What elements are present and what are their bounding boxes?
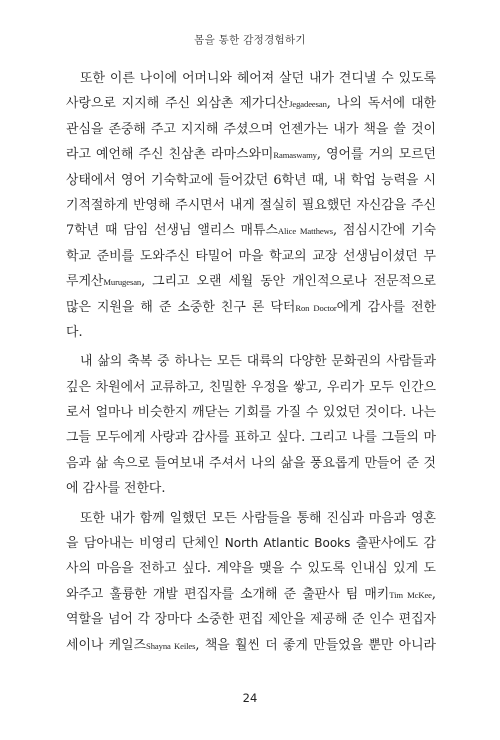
name-romanization: Tim McKee — [389, 589, 432, 600]
text-line: 그들 모두에게 사랑과 감사를 표하고 싶다. 그리고 나를 그들의 마 — [66, 430, 436, 446]
text-line: 상태에서 영어 기숙학교에 들어갔던 6학년 때, 내 학업 능력을 시 — [66, 172, 436, 188]
text-line: 로서 얼마나 비슷한지 깨닫는 기회를 가질 수 있었던 것이다. 나는 — [66, 405, 436, 421]
name-romanization: Alice Matthews — [277, 226, 333, 237]
paragraph-acknowledgement-friends — [66, 349, 436, 501]
publisher-name: North Atlantic Books — [224, 536, 351, 551]
name-romanization: Ramaswamy — [273, 150, 317, 161]
text-line: 내 삶의 축복 중 하나는 모든 대륙의 다양한 문화권의 사람들과 — [80, 354, 436, 370]
name-romanization: Shayna Keiles — [146, 640, 196, 651]
name-romanization: Ron Doctor — [295, 302, 337, 313]
text-line: 사의 마음을 전하고 싶다. 계약을 맺을 수 있도록 인내심 있게 도 — [66, 561, 436, 577]
text-line: 사랑으로 지지해 주신 외삼촌 제가디산Jegadeesan, 나의 독서에 대한 — [66, 96, 436, 112]
text-line: 또한 내가 함께 일했던 모든 사람들을 통해 진심과 마음과 영혼 — [80, 510, 436, 526]
paragraph-acknowledgement-publisher — [66, 506, 436, 658]
text-line: 역할을 넘어 각 장마다 소중한 편집 제안을 제공해 준 인수 편집자 — [66, 612, 436, 628]
name-romanization: Jegadeesan — [289, 99, 327, 110]
text-line: 다. — [66, 324, 83, 340]
text-line: 에 감사를 전한다. — [66, 481, 166, 497]
text-line: 관심을 존중해 주고 지지해 주셨으며 언젠가는 내가 책을 쓸 것이 — [66, 121, 436, 137]
name-romanization: Murugesan — [103, 277, 142, 288]
text-line: 라고 예언해 주신 친삼촌 라마스와미Ramaswamy, 영어를 거의 모르던 — [66, 147, 436, 163]
text-line: 기적절하게 반영해 주시면서 내게 절실히 필요했던 자신감을 주신 — [66, 197, 436, 213]
body-text — [66, 66, 436, 662]
text-line: 루게산Murugesan, 그리고 오랜 세월 동안 개인적으로나 전문적으로 — [66, 274, 436, 290]
text-line: 을 담아내는 비영리 단체인 North Atlantic Books 출판사에도 감 — [66, 536, 436, 552]
text-line: 깊은 차원에서 교류하고, 친밀한 우정을 쌓고, 우리가 모두 인간으 — [66, 379, 436, 395]
text-line: 많은 지원을 해 준 소중한 친구 론 닥터Ron Doctor에게 감사를 전한 — [66, 299, 436, 315]
text-line: 와주고 훌륭한 개발 편집자를 소개해 준 출판사 팀 매키Tim McKee, — [66, 586, 436, 602]
running-header: 몸을 통한 감정경험하기 — [194, 34, 306, 46]
text-line: 학교 준비를 도와주신 타밀어 마을 학교의 교장 선생님이셨던 무 — [66, 248, 436, 264]
page-number: 24 — [242, 691, 258, 705]
text-line: 세이나 케일즈Shayna Keiles, 책을 훨씬 더 좋게 만들었을 뿐만 아니라 — [66, 637, 436, 653]
text-line: 또한 이른 나이에 어머니와 헤어져 살던 내가 견디낼 수 있도록 — [80, 71, 436, 86]
text-line: 7학년 때 담임 선생님 앨리스 매튜스Alice Matthews, 점심시간에 기숙 — [66, 223, 436, 239]
paragraph-acknowledgement-family — [66, 66, 436, 345]
text-line: 음과 삶 속으로 들여보내 주셔서 나의 삶을 풍요롭게 만들어 준 것 — [66, 455, 436, 471]
